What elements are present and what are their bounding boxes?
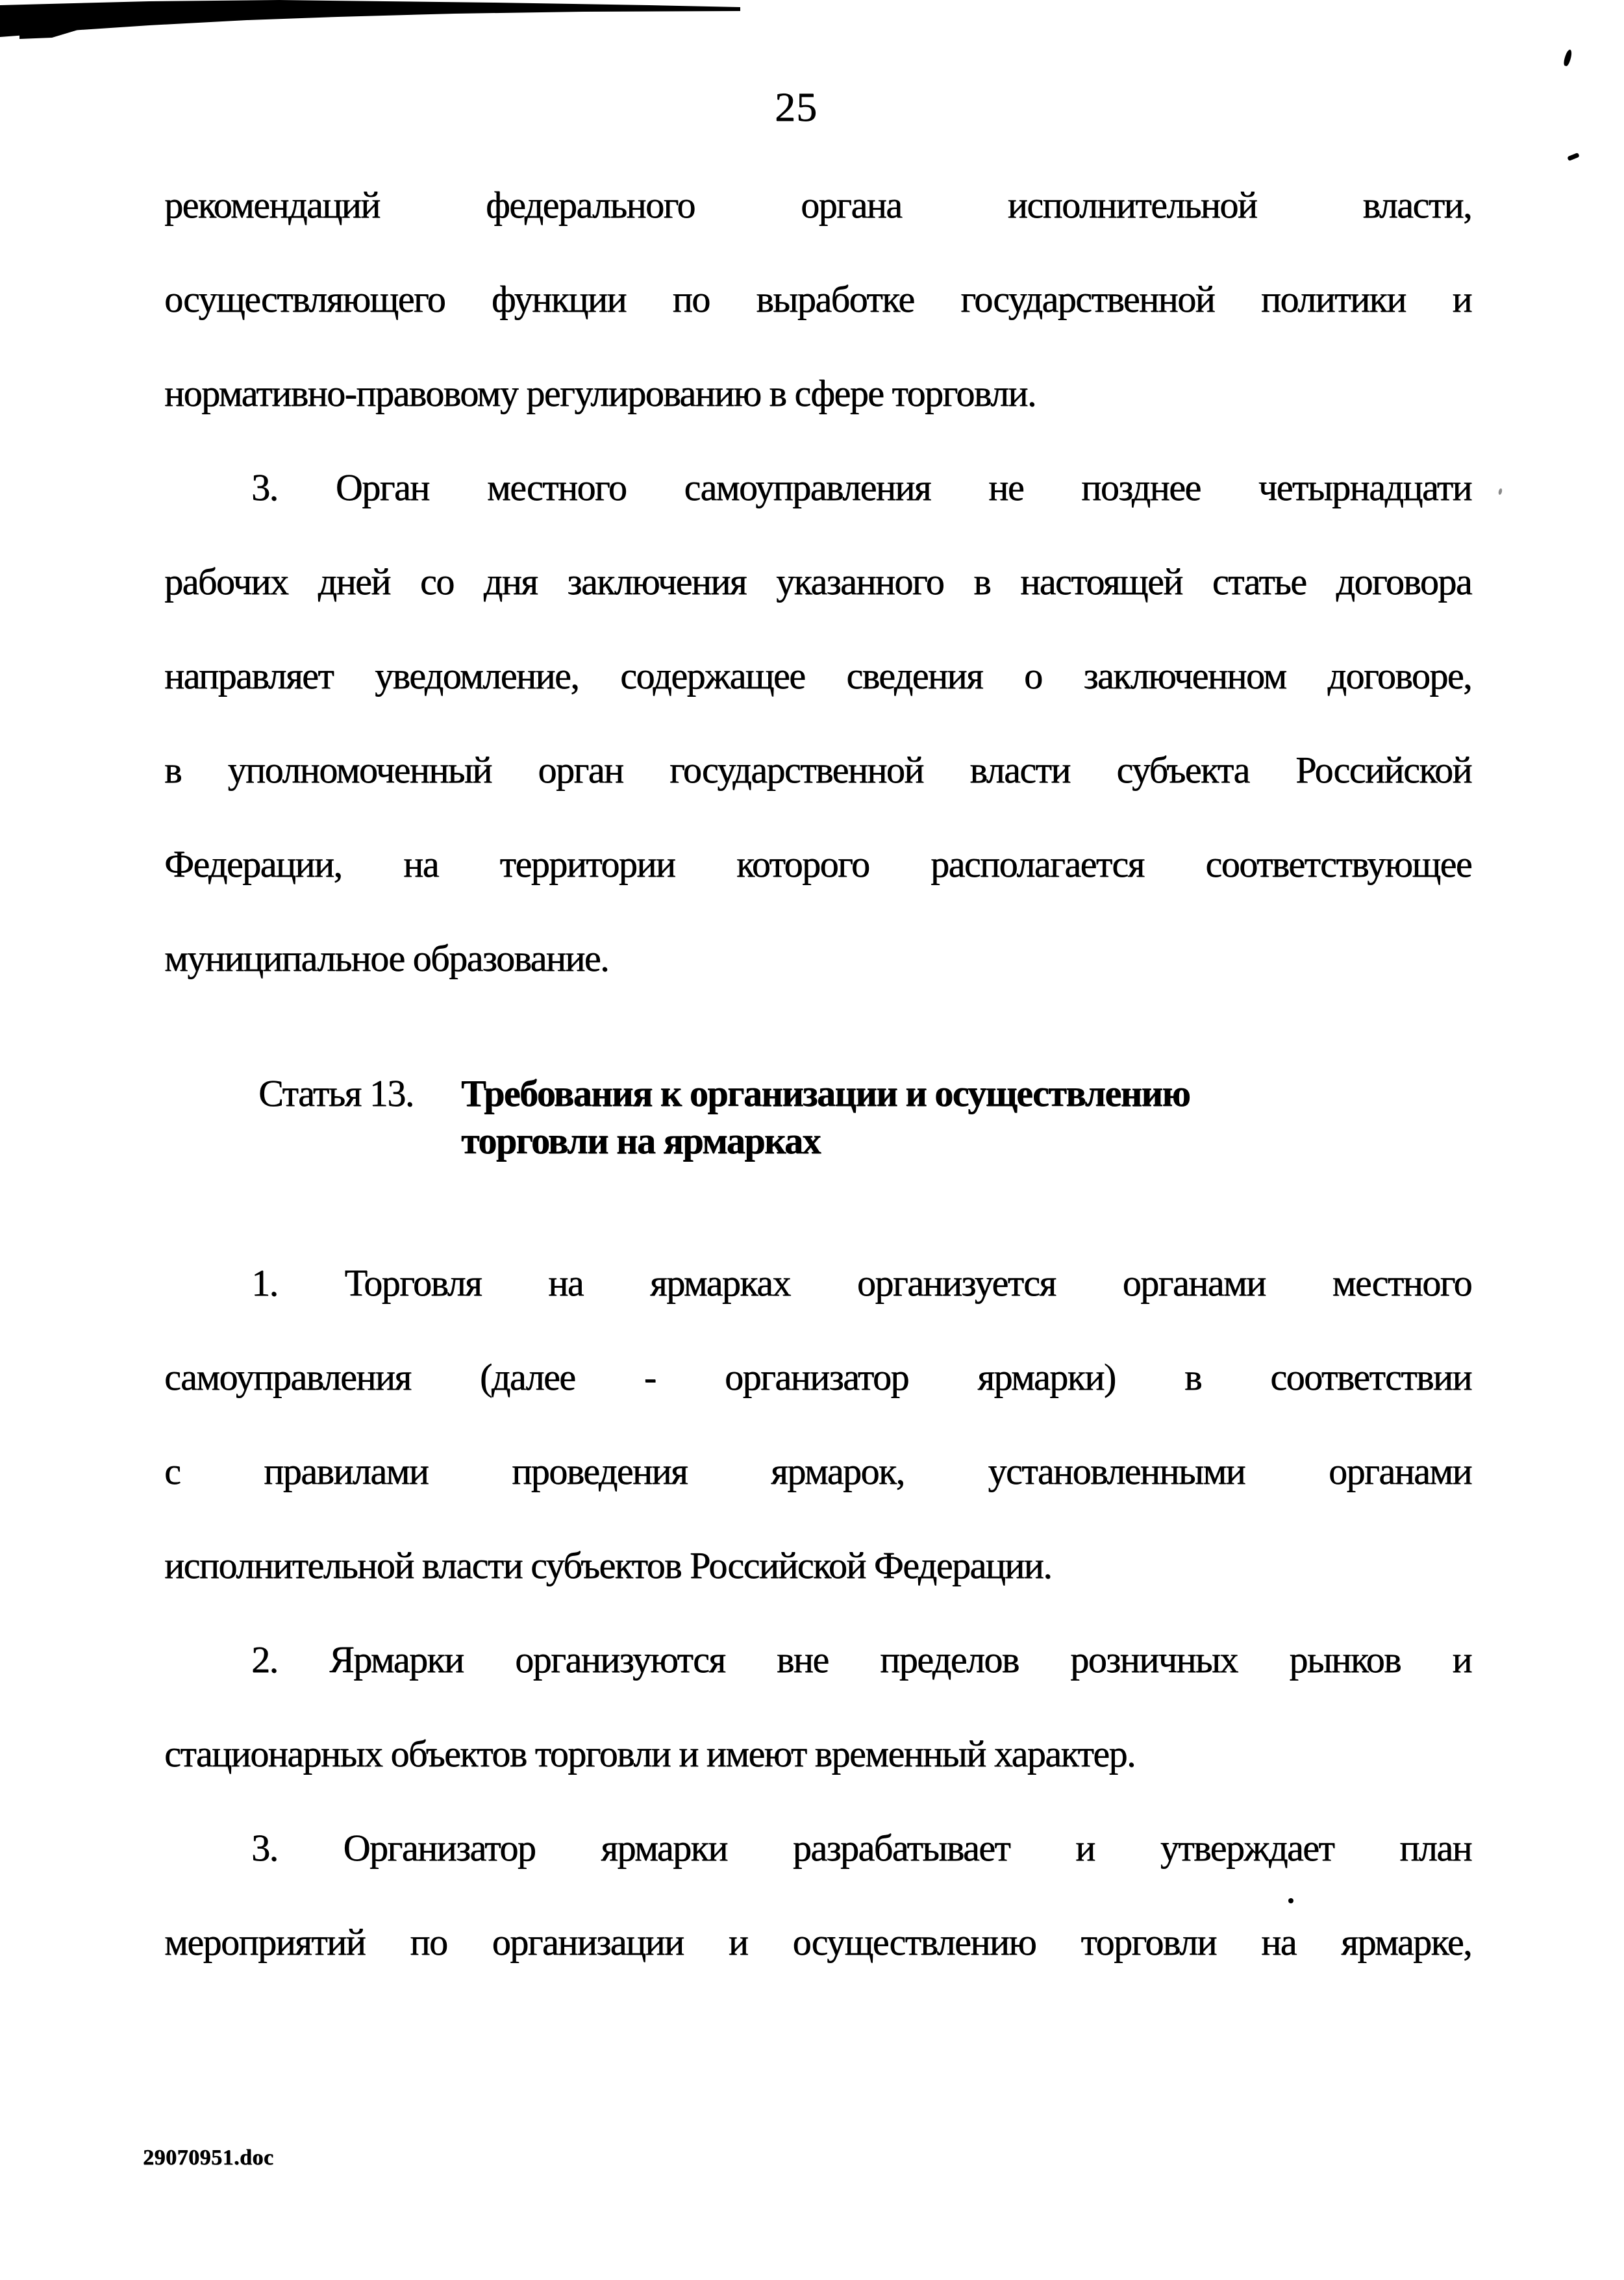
article-title-line: торговли на ярмарках <box>461 1120 821 1162</box>
page-number: 25 <box>775 84 818 130</box>
scan-streak-artifact <box>0 0 743 45</box>
text-line: 3. Организатор ярмарки разрабатывает и утверждает план <box>251 1827 1471 1869</box>
text-line: Федерации, на территории которого располагается соответствующее <box>164 843 1471 885</box>
ink-speck <box>1567 153 1579 161</box>
text-line: 3. Орган местного самоуправления не позднее четырнадцати <box>251 466 1471 508</box>
article-title-line: Требования к организации и осуществлению <box>461 1072 1190 1114</box>
text-line: направляет уведомление, содержащее сведения о заключенном договоре, <box>164 655 1471 697</box>
text-line: рекомендаций федерального органа исполнительной власти, <box>164 184 1471 226</box>
article-number-label: Статья 13. <box>258 1072 414 1114</box>
text-line: исполнительной власти субъектов Российской Федерации. <box>164 1544 1052 1586</box>
text-line: самоуправления (далее - организатор ярмарки) в соответствии <box>164 1356 1471 1398</box>
text-line: нормативно-правовому регулированию в сфере торговли. <box>164 372 1036 414</box>
text-line: в уполномоченный орган государственной власти субъекта Российской <box>164 749 1471 791</box>
ink-speck <box>1288 1898 1293 1903</box>
ink-speck <box>1498 488 1503 495</box>
article-13-heading <box>164 1070 1471 1180</box>
ink-speck <box>1563 49 1573 66</box>
text-line: мероприятий по организации и осуществлению торговли на ярмарке, <box>164 1921 1471 1963</box>
text-line: 2. Ярмарки организуются вне пределов розничных рынков и <box>251 1638 1471 1681</box>
footer-filename: 29070951.doc <box>143 2146 274 2170</box>
document-body-lower <box>164 1236 1471 1989</box>
document-body-upper <box>164 158 1471 1005</box>
text-line: 1. Торговля на ярмарках организуется органами местного <box>251 1262 1471 1304</box>
text-line: осуществляющего функции по выработке государственной политики и <box>164 278 1471 320</box>
text-line: стационарных объектов торговли и имеют временный характер. <box>164 1733 1135 1775</box>
text-line: с правилами проведения ярмарок, установленными органами <box>164 1450 1471 1492</box>
text-line: рабочих дней со дня заключения указанного в настоящей статье договора <box>164 560 1471 603</box>
text-line: муниципальное образование. <box>164 937 609 979</box>
